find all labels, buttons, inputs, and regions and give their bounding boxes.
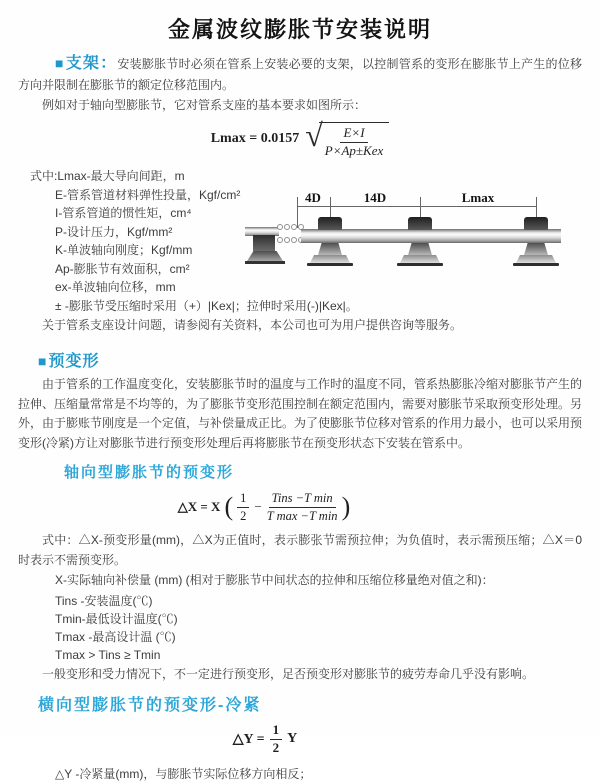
radical-body [319, 122, 390, 159]
delta-x-explanation: 式中：△X-预变形量(mm)，△X为正值时，表示膨张节需预拉伸；为负值时，表示需预压缩；△X＝0时表示不需预变形。 [18, 533, 582, 567]
axial-subsection-heading: 轴向型膨胀节的预变形 [64, 464, 235, 481]
predeform-section-heading [38, 348, 600, 371]
temperature-fraction [267, 491, 338, 523]
support-baseplate [513, 263, 559, 266]
sqrt-radical [305, 116, 389, 159]
pipe-support-diagram [243, 189, 565, 275]
definition-line: I-管系管道的惯性矩，cm⁴ [55, 206, 192, 220]
support-pedestal [524, 243, 548, 255]
delta-y-lhs: △Y = [232, 731, 265, 747]
definition-line: P-设计压力，Kgf/mm² [55, 224, 173, 239]
temperature-numerator: Tins −T min [269, 491, 336, 507]
definition-line: K-单波轴向刚度；Kgf/mm [55, 243, 193, 257]
temp-definition-line: Tmax -最高设计温 (℃) [55, 630, 176, 644]
pipe-guide-support [302, 217, 358, 267]
pipe-guide-support [392, 217, 448, 267]
delta-y-rhs: Y [287, 731, 298, 746]
general-note-line: 一般变形和受力情况下，不一定进行预变形，足否预变形对膨胀节的疲劳寿命几乎没有影响。 [42, 667, 535, 681]
one-half-fraction [237, 491, 249, 523]
delta-y-fraction [270, 723, 283, 756]
temperature-denominator: T max −T min [266, 508, 338, 523]
lmax-fraction-numerator: E×I [340, 126, 367, 143]
definition-line: E-管系管道材料弹性投量，Kgf/cm² [55, 187, 241, 202]
half-numerator: 1 [237, 491, 249, 507]
anchor-support-pedestal [247, 251, 283, 261]
support-closing-note: 关于管系支座设计问题，请参阅有关资料，本公司也可为用户提供咨询等服务。 [42, 318, 463, 332]
formula-lmax [0, 118, 600, 160]
support-base [310, 255, 350, 263]
support-baseplate [307, 263, 353, 266]
x-definition-line: X-实际轴向补偿量 (mm) (相对于膨胀节中间状态的拉伸和压缩位移量绝对值之和)： [55, 573, 494, 587]
open-paren: ( [224, 492, 234, 521]
predeform-body-paragraph: 由于管系的工作温度变化，安装膨胀节时的温度与工作时的温度不同，管系热膨胀冷缩对膨胀节产生的拉伸、压缩量常常是不均等的，为了膨胀节变形范围控制在额定范围内，需要对膨胀节采取预变形处理。另外，由于膨账节刚度是一个定值，与补偿量成正比。为了使膨胀节位移对管系的作用力最小，也可以采用预变形(冷紧)方让对膨胀节进行预变形处理后再将膨胀节在预变形状态下安装在管系中。 [18, 377, 583, 450]
close-paren: ) [341, 492, 351, 521]
support-base [516, 255, 556, 263]
lmax-fraction [325, 126, 384, 159]
section-square-icon: ■ [55, 55, 65, 71]
dim-label-14d: 14D [363, 190, 387, 205]
anchor-support-block [253, 235, 275, 251]
definition-line: Ap-膨胀节有效面积，cm² [55, 261, 190, 276]
support-intro-paragraph [18, 54, 582, 96]
bellows-coil-icon [277, 237, 283, 243]
support-heading-label: 支架： [65, 55, 118, 72]
temperature-definitions-list [55, 592, 600, 664]
support-baseplate [397, 263, 443, 266]
delta-y-denominator: 2 [272, 739, 280, 755]
support-example-line: 例如对于轴向型膨胀节，它对管系支座的基本要求如图所示： [42, 98, 367, 112]
dimension-line [297, 206, 536, 207]
bellows-coil-icon [284, 224, 290, 230]
dim-label-lmax: Lmax [461, 190, 495, 205]
predeform-heading-label: 预变形 [48, 353, 100, 370]
dimension-tick [297, 197, 298, 228]
temp-definition-line: Tins -安装温度(℃) [55, 594, 153, 608]
bellows-coil-icon [291, 224, 297, 230]
delta-x-lhs: △X = X [177, 499, 221, 514]
cold-tighten-note: △Y -冷紧量(mm)，与膨胀节实际位移方向相反； [55, 767, 312, 781]
definition-line: ex-单波轴向位移，mm [55, 280, 176, 294]
temp-definition-line: Tmax > Tins ≥ Tmin [55, 648, 161, 662]
half-denominator: 2 [240, 508, 247, 523]
formula-delta-y [232, 721, 298, 755]
lmax-fraction-denominator: P×Ap±Kex [324, 142, 384, 158]
page-title: 金属波纹膨胀节安装说明 [167, 17, 432, 42]
temp-definition-line: Tmin-最低设计温度(℃) [55, 612, 178, 626]
lateral-subsection-heading: 横向型膨胀节的预变形-冷紧 [38, 697, 262, 714]
radical-symbol-icon: √ [305, 116, 323, 153]
bellows-coil-icon [284, 237, 290, 243]
pipe-guide-support [508, 217, 564, 267]
formula-delta-x [178, 489, 350, 525]
formula-lmax-lhs: Lmax = 0.0157 [210, 131, 300, 146]
minus-operator: − [254, 499, 262, 514]
support-pedestal [408, 243, 432, 255]
section-square-icon: ■ [38, 353, 48, 369]
pipe-clamp [408, 217, 432, 230]
anchor-support-base [245, 261, 285, 264]
bellows-coil-icon [277, 224, 283, 230]
bellows-coil-icon [291, 237, 297, 243]
support-section-heading [55, 55, 117, 72]
support-intro-text: 安装膨胀节时必须在管系上安装必要的支架，以控制管系的变形在膨胀节上产生的位移方向并限制在膨胀节的额定位移范围内。 [18, 57, 582, 92]
delta-y-numerator: 1 [270, 723, 283, 740]
pipe-clamp [318, 217, 342, 230]
pipe-clamp [524, 217, 548, 230]
support-base [400, 255, 440, 263]
definition-line: ± -膨胀节受压缩时采用（+）|Kex|；拉伸时采用(-)|Kex|。 [55, 298, 358, 313]
dim-label-4d: 4D [305, 190, 321, 205]
definition-line: 式中:Lmax-最大导向间距，m [30, 169, 185, 183]
support-pedestal [318, 243, 342, 255]
